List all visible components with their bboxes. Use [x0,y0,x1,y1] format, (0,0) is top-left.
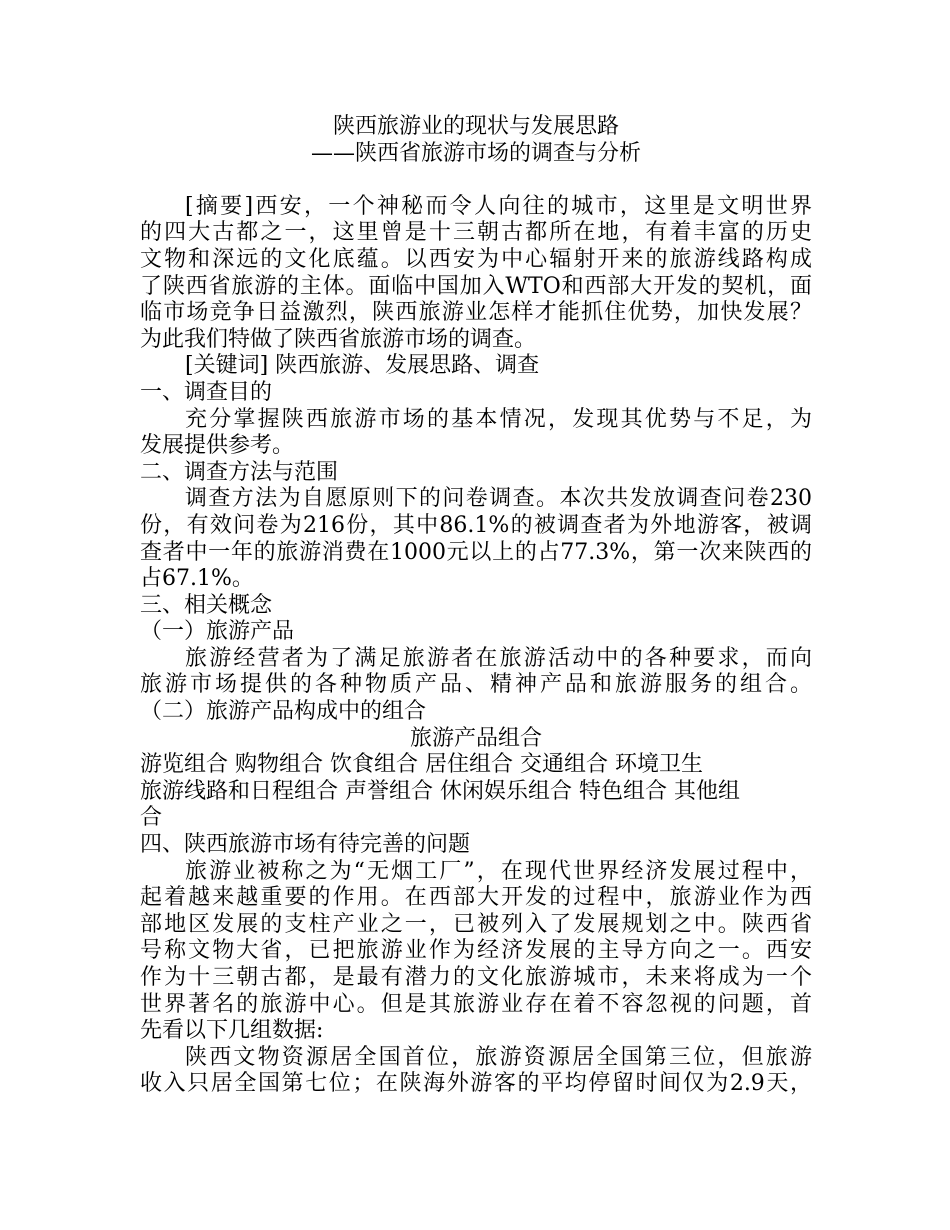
text-line: 三、相关概念 [140,592,273,618]
text-line: 的四大古都之一，这里曾是十三朝古都所在地，有着丰富的历史 [140,220,812,246]
text-line: 作为十三朝古都，是最有潜力的文化旅游城市，未来将成为一个 [140,965,812,990]
document-body [140,194,812,1098]
text-line: 临市场竞争日益激烈，陕西旅游业怎样才能抓住优势，加快发展？ [140,300,812,326]
text-line: 旅游产品组合 [409,725,542,751]
text-line: 部地区发展的支柱产业之一，已被列入了发展规划之中。陕西省 [140,911,812,937]
text-line: （一）旅游产品 [140,619,295,645]
text-line: 游览组合 购物组合 饮食组合 居住组合 交通组合 环境卫生 [140,752,703,778]
text-line: 先看以下几组数据: [140,1018,324,1044]
document-page [140,114,812,1098]
text-line: 号称文物大省，已把旅游业作为经济发展的主导方向之一。西安 [140,938,812,964]
text-line: 份，有效问卷为216份，其中86.1%的被调查者为外地游客，被调 [140,512,812,538]
text-line: 陕西文物资源居全国首位，旅游资源居全国第三位，但旅游 [185,1044,812,1070]
text-line: 查者中一年的旅游消费在1000元以上的占77.3%，第一次来陕西的 [140,539,812,565]
text-line: 世界著名的旅游中心。但是其旅游业存在着不容忽视的问题，首 [140,991,812,1017]
document-subtitle: ——陕西省旅游市场的调查与分析 [310,140,641,166]
text-line: 文物和深远的文化底蕴。以西安为中心辐射开来的旅游线路构成 [140,246,812,272]
text-line: 充分掌握陕西旅游市场的基本情况，发现其优势与不足，为 [185,406,812,432]
text-line: [摘要]西安，一个神秘而令人向往的城市，这里是文明世界 [185,193,812,219]
text-line: 旅游市场提供的各种物质产品、精神产品和旅游服务的组合。 [140,672,812,698]
text-line: 调查方法为自愿原则下的问卷调查。本次共发放调查问卷230 [185,486,812,512]
text-line: （二）旅游产品构成中的组合 [140,699,427,725]
text-line: 四、陕西旅游市场有待完善的问题 [140,832,471,858]
text-line: 一、调查目的 [140,379,273,405]
text-line: 二、调查方法与范围 [140,459,339,485]
text-line: 为此我们特做了陕西省旅游市场的调查。 [140,326,537,352]
text-line: [关键词] 陕西旅游、发展思路、调查 [185,353,540,379]
text-line: 旅游线路和日程组合 声誉组合 休闲娱乐组合 特色组合 其他组 [140,778,740,804]
text-line: 发展提供参考。 [140,433,295,459]
text-line: 合 [140,805,163,831]
text-line: 起着越来越重要的作用。在西部大开发的过程中，旅游业作为西 [140,885,812,911]
text-line: 旅游业被称之为“无烟工厂”，在现代世界经济发展过程中， [185,858,812,884]
document-title: 陕西旅游业的现状与发展思路 [332,114,619,139]
text-line: 了陕西省旅游的主体。面临中国加入WTO和西部大开发的契机，面 [140,273,812,299]
text-line: 占67.1%。 [140,566,254,592]
blank-line [140,167,812,194]
text-line: 收入只居全国第七位；在陕海外游客的平均停留时间仅为2.9天， [140,1071,812,1097]
text-line: 旅游经营者为了满足旅游者在旅游活动中的各种要求，而向 [185,645,812,671]
